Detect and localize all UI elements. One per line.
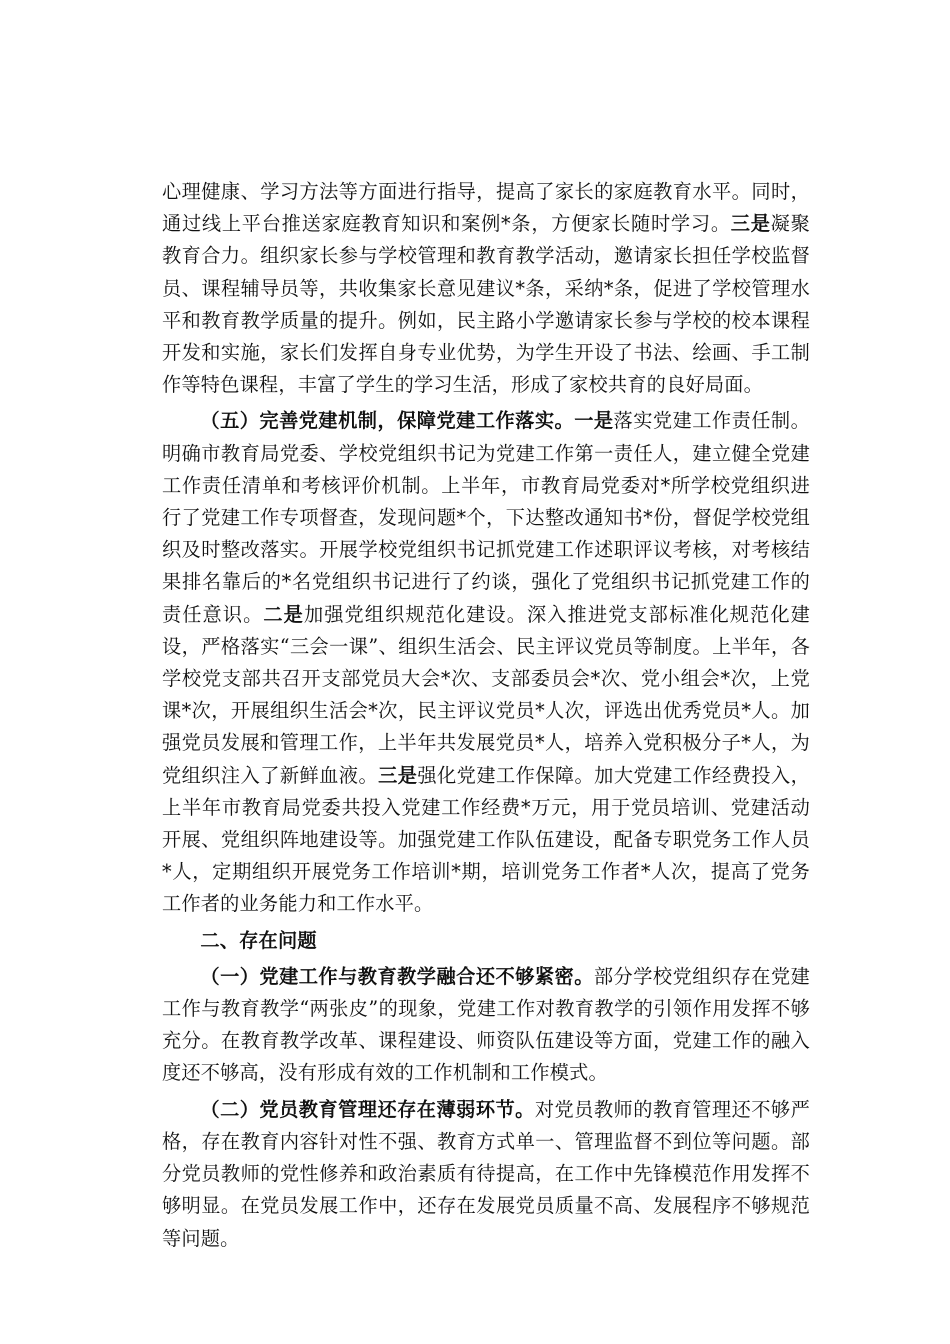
bold-marker-three: 三是: [378, 763, 418, 787]
bold-marker-three: 三是: [730, 212, 771, 236]
paragraph-text: 心理健康、学习方法等方面进行指导，提高了家长的家庭教育水平。同时，通过线上平台推送家庭教育知识和案例*条，方便家长随时学习。: [162, 180, 810, 236]
document-page: [162, 176, 810, 1259]
paragraph-text: 对党员教师的教育管理还不够严格，存在教育内容针对性不强、教育方式单一、管理监督不到位等问题。部分党员教师的党性修养和政治素质有待提高，在工作中先锋模范作用发挥不够明显。在党员发展工作中，还存在发展党员质量不高、发展程序不够规范等问题。: [162, 1097, 810, 1250]
section-heading: 二、存在问题: [200, 928, 317, 952]
paragraph-party-mechanism: [162, 405, 810, 920]
bold-marker-two: 二是: [263, 602, 304, 626]
paragraph-problem-integration: [162, 961, 810, 1090]
paragraph-text: 强化党建工作保障。加大党建工作经费投入，上半年市教育局党委共投入党建工作经费*万元，用于党员培训、党建活动开展、党组织阵地建设等。加强党建工作队伍建设，配备专职党务工作人员*人，定期组织开展党务工作培训*期，培训党务工作者*人次，提高了党务工作者的业务能力和工作水平。: [162, 763, 811, 916]
paragraph-bold-title: （五）完善党建机制，保障党建工作落实。: [200, 409, 575, 433]
paragraph-text: 落实党建工作责任制。明确市教育局党委、学校党组织书记为党建工作第一责任人，建立健全党建工作责任清单和考核评价机制。上半年，市教育局党委对*所学校党组织进行了党建工作专项督查，发现问题*个，下达整改通知书*份，督促学校党组织及时整改落实。开展学校党组织书记抓党建工作述职评议考核，对考核结果排名靠后的*名党组织书记进行了约谈，强化了党组织书记抓党建工作的责任意识。: [162, 409, 810, 626]
paragraph-family-education: [162, 176, 810, 401]
bold-marker-one: 一是: [574, 409, 614, 433]
paragraph-text: 部分学校党组织存在党建工作与教育教学“两张皮”的现象，党建工作对教育教学的引领作用发挥不够充分。在教育教学改革、课程建设、师资队伍建设等方面，党建工作的融入度还不够高，没有形成有效的工作机制和工作模式。: [162, 964, 811, 1085]
paragraph-problem-member-management: [162, 1094, 810, 1255]
paragraph-bold-title: （一）党建工作与教育教学融合还不够紧密。: [200, 964, 594, 988]
paragraph-text: 凝聚教育合力。组织家长参与学校管理和教育教学活动，邀请家长担任学校监督员、课程辅导员等，共收集家长意见建议*条，采纳*条，促进了学校管理水平和教育教学质量的提升。例如，民主路小学邀请家长参与学校的校本课程开发和实施，家长们发挥自身专业优势，为学生开设了书法、绘画、手工制作等特色课程，丰富了学生的学习生活，形成了家校共育的良好局面。: [162, 212, 810, 397]
paragraph-text: 加强党组织规范化建设。深入推进党支部标准化规范化建设，严格落实“三会一课”、组织生活会、民主评议党员等制度。上半年，各学校党支部共召开支部党员大会*次、支部委员会*次、党小组会*次，上党课*次，开展组织生活会*次，民主评议党员*人次，评选出优秀党员*人。加强党员发展和管理工作，上半年共发展党员*人，培养入党积极分子*人，为党组织注入了新鲜血液。: [162, 602, 811, 787]
paragraph-bold-title: （二）党员教育管理还存在薄弱环节。: [200, 1097, 535, 1121]
